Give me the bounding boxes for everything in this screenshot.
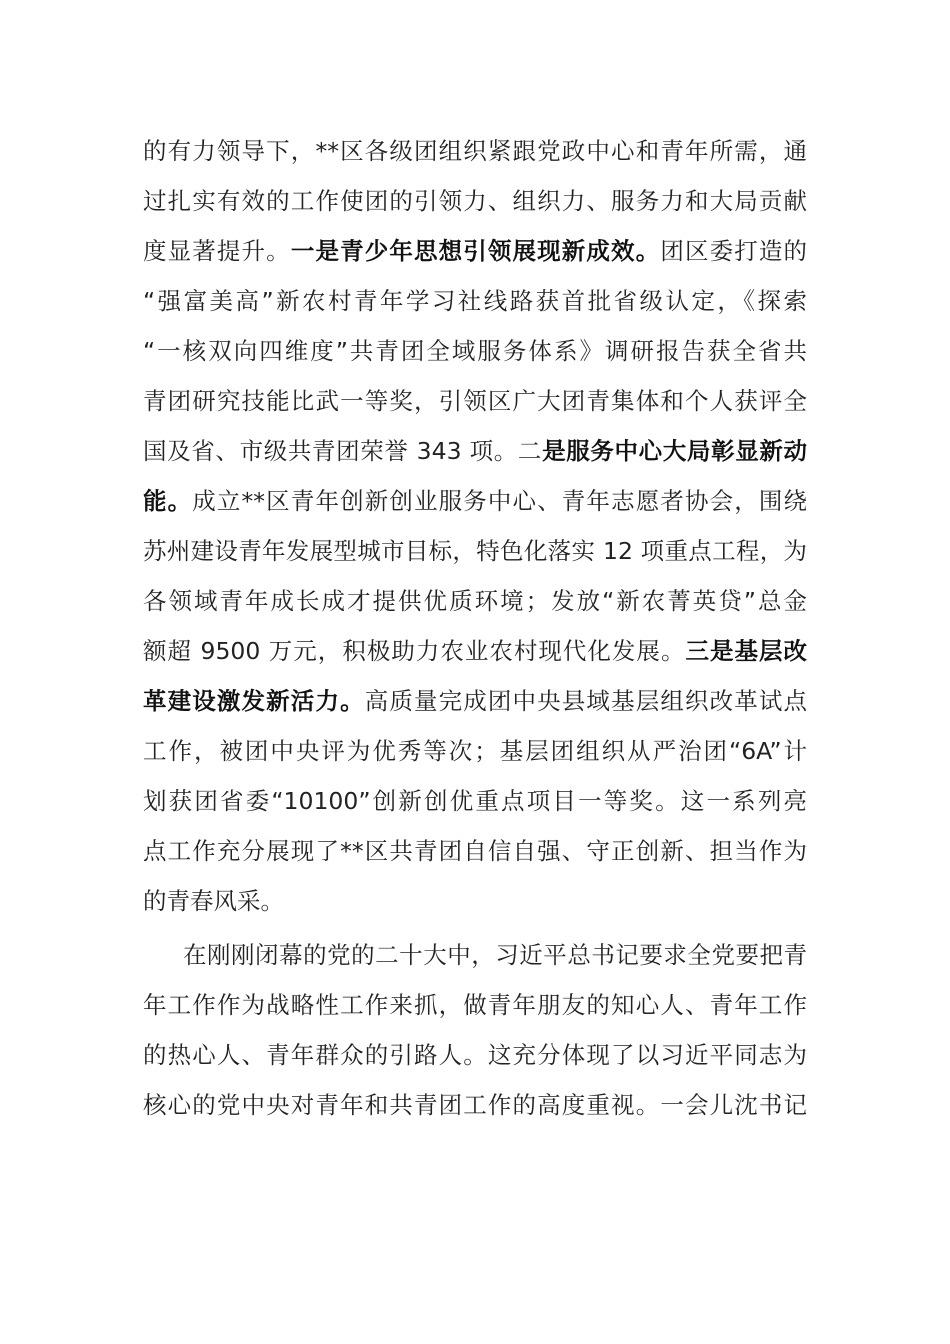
text-line xyxy=(143,726,807,776)
text-line xyxy=(143,626,807,676)
text-run: 高质量完成团中央县域基层组织改革试点 xyxy=(364,687,808,715)
text-run: 核心的党中央对青年和共青团工作的高度重视。一会儿沈书记 xyxy=(143,1091,807,1119)
text-run: 的有力领导下，**区各级团组织紧跟党政中心和青年所需，通 xyxy=(143,137,807,165)
text-run: 的热心人、青年群众的引路人。这充分体现了以习近平同志为 xyxy=(143,1041,807,1069)
text-line xyxy=(143,776,807,826)
text-line xyxy=(143,176,807,226)
text-run: 成立**区青年创新创业服务中心、青年志愿者协会，围绕 xyxy=(192,487,808,515)
text-line xyxy=(143,276,807,326)
text-run: 团区委打造的 xyxy=(660,237,808,265)
bold-text-run: 革建设激发新活力。 xyxy=(143,687,365,715)
text-line xyxy=(143,126,807,176)
text-run: 各领域青年成长成才提供优质环境；发放“新农菁英贷”总金 xyxy=(143,587,807,615)
text-line xyxy=(143,426,807,476)
text-line xyxy=(143,226,807,276)
text-run: “强富美高”新农村青年学习社线路获首批省级认定，《探索 xyxy=(143,287,807,315)
bold-text-run: 三是基层改 xyxy=(685,637,808,665)
text-line xyxy=(143,476,807,526)
text-line xyxy=(143,876,807,926)
text-line xyxy=(183,930,807,980)
text-run: 点工作充分展现了**区共青团自信自强、守正创新、担当作为 xyxy=(143,837,807,865)
text-line xyxy=(143,1080,807,1130)
bold-text-run: 能。 xyxy=(143,487,193,515)
text-run: 苏州建设青年发展型城市目标，特色化落实 12 项重点工程，为 xyxy=(143,537,807,565)
bold-text-run: 是服务中心大局彰显新动 xyxy=(542,437,808,465)
text-run: 青团研究技能比武一等奖，引领区广大团青集体和个人获评全 xyxy=(143,387,807,415)
bold-text-run: 一是青少年思想引领展现新成效。 xyxy=(290,237,661,265)
text-run: 额超 9500 万元，积极助力农业农村现代化发展。 xyxy=(143,637,686,665)
text-run: 在刚刚闭幕的党的二十大中，习近平总书记要求全党要把青 xyxy=(183,941,807,969)
text-line xyxy=(143,326,807,376)
text-run: 度显著提升。 xyxy=(143,237,291,265)
text-line xyxy=(143,376,807,426)
text-line xyxy=(143,526,807,576)
text-run: 过扎实有效的工作使团的引领力、组织力、服务力和大局贡献 xyxy=(143,187,807,215)
text-line xyxy=(143,576,807,626)
text-run: 的青春风采。 xyxy=(143,887,284,915)
text-run: 工作，被团中央评为优秀等次；基层团组织从严治团“6A”计 xyxy=(143,737,807,765)
text-line xyxy=(143,980,807,1030)
text-run: 划获团省委“10100”创新创优重点项目一等奖。这一系列亮 xyxy=(143,787,807,815)
text-line xyxy=(143,826,807,876)
text-run: 年工作作为战略性工作来抓，做青年朋友的知心人、青年工作 xyxy=(143,991,807,1019)
text-run: 国及省、市级共青团荣誉 343 项。二 xyxy=(143,437,543,465)
text-line xyxy=(143,1030,807,1080)
text-run: “一核双向四维度”共青团全域服务体系》调研报告获全省共 xyxy=(143,337,807,365)
text-line xyxy=(143,676,807,726)
